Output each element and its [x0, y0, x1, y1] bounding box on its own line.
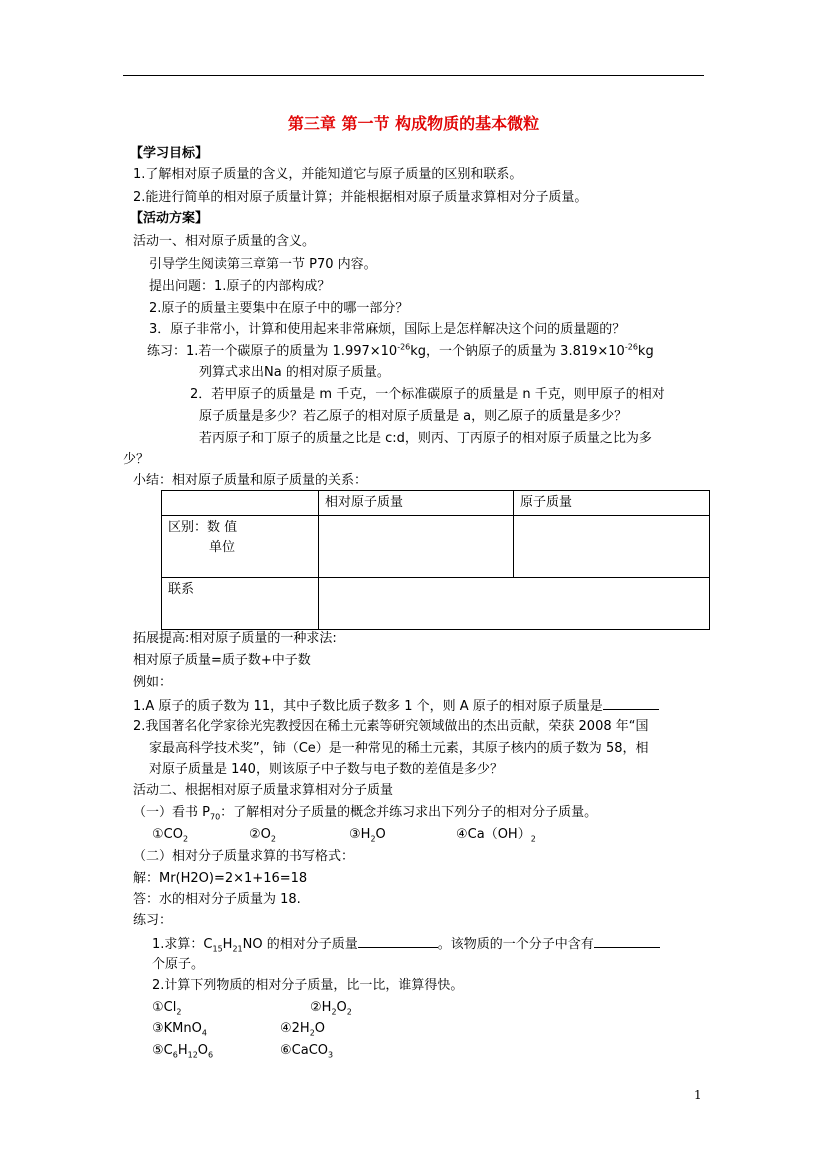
- exercise-2-line1: 2．若甲原子的质量是 m 千克，一个标准碳原子的质量是 n 千克，则甲原子的相对: [190, 387, 665, 402]
- plan-header: 【活动方案】: [130, 211, 209, 226]
- activity-2-title: 活动二、根据相对原子质量求算相对分子质量: [133, 783, 394, 798]
- compound-c6h12o6: $⑤C_6H_{12}O_6$: [152, 1043, 214, 1060]
- question-1: 提出问题：1.原子的内部构成？: [149, 279, 331, 294]
- answer-blank[interactable]: [603, 696, 659, 710]
- summary-text: 小结：相对原子质量和原子质量的关系：: [133, 473, 368, 488]
- formula-text: 相对原子质量=质子数+中子数: [133, 653, 311, 668]
- molecule-caoh2: $④Ca(OH)_2$: [456, 827, 536, 844]
- example-2-line2: 家最高科学技术奖”，铈（Ce）是一种常见的稀土元素，其原子核内的质子数为 58，相: [149, 741, 649, 756]
- compound-kmno4: ③KMnO$_4$: [152, 1021, 207, 1038]
- table-row-label-difference: 区别：数 值 单位: [162, 516, 319, 578]
- table-header-relative-mass: 相对原子质量: [319, 491, 514, 516]
- table-header-atom-mass: 原子质量: [514, 491, 710, 516]
- page-number: 1: [694, 1088, 702, 1102]
- table-row: [162, 516, 710, 578]
- question-3: 3．原子非常小，计算和使用起来非常麻烦，国际上是怎样解决这个问的质量题的？: [149, 322, 626, 337]
- practice-1-line1: 1.求算：$C_{15}H_{21}NO$ 的相对分子质量 。该物质的一个分子中含有: [152, 934, 660, 954]
- exercise-1-line1: 练习：1.若一个碳原子的质量为 $1.997\times 10^{-26}kg$，一个钠原子的质量为 $3.819\times 10^{-26}kg$: [147, 342, 654, 359]
- exercise-1-line2: 列算式求出Na 的相对原子质量。: [199, 365, 390, 380]
- guide-text: 引导学生阅读第三章第一节 P70 内容。: [149, 257, 377, 272]
- exercise-2-line2: 原子质量是多少？若乙原子的相对原子质量是 a，则乙原子的质量是多少？: [199, 409, 628, 424]
- goal-1: 1.了解相对原子质量的含义，并能知道它与原子质量的区别和联系。: [133, 167, 523, 182]
- goals-header: 【学习目标】: [130, 146, 209, 161]
- table-row: [162, 491, 710, 516]
- molecule-h2o: $③H_2O$: [349, 827, 386, 844]
- example-2-line1: 2.我国著名化学家徐光宪教授因在稀土元素等研究领域做出的杰出贡献，荣获 2008 年“国: [133, 719, 649, 734]
- comparison-table: [161, 490, 710, 630]
- goal-2: 2.能进行简单的相对原子质量计算；并能根据相对原子质量求算相对分子质量。: [133, 190, 588, 205]
- answer-blank-atoms[interactable]: [594, 934, 660, 948]
- header-rule: [123, 75, 704, 76]
- molecule-o2: $②O_2$: [249, 827, 276, 844]
- exercise-2-line3: 若丙原子和丁原子的质量之比是 c:d，则丙、丁丙原子的相对原子质量之比为多: [199, 431, 652, 446]
- activity-2-part1: （一）看书 $P_{70}$：了解相对分子质量的概念并练习求出下列分子的相对分子质量。: [133, 805, 598, 822]
- table-row-label-relation: 联系: [162, 578, 319, 630]
- question-2: 2.原子的质量主要集中在原子中的哪一部分？: [149, 301, 409, 316]
- compound-2h2o: $④2H_2O$: [280, 1021, 326, 1038]
- example-label: 例如：: [133, 675, 173, 690]
- exercise-2-line4: 少？: [123, 452, 150, 467]
- answer-blank-mass[interactable]: [358, 934, 438, 948]
- extend-header: 拓展提高:相对原子质量的一种求法:: [133, 631, 337, 646]
- example-2-line3: 对原子质量是 140，则该原子中子数与电子数的差值是多少？: [149, 762, 503, 777]
- compound-h2o2: $②H_2O_2$: [310, 1000, 352, 1017]
- table-row: [162, 578, 710, 630]
- practice-2: 2.计算下列物质的相对分子质量，比一比，谁算得快。: [152, 978, 464, 993]
- example-1: 1.A 原子的质子数为 11，其中子数比质子数多 1 个，则 A 原子的相对原子质量是: [133, 696, 659, 716]
- solution-text: 解：Mr(H2O)=2×1+16=18: [133, 871, 308, 886]
- compound-caco3: ⑥CaCO$_3$: [280, 1043, 334, 1060]
- compound-cl2: $①Cl_2$: [152, 1000, 182, 1017]
- practice-label: 练习：: [133, 913, 173, 928]
- molecule-co2: $①CO_2$: [152, 827, 189, 844]
- activity-2-part2: （二）相对分子质量求算的书写格式：: [133, 849, 355, 864]
- activity-1-title: 活动一、相对原子质量的含义。: [133, 234, 316, 249]
- practice-1-line2: 个原子。: [152, 957, 205, 972]
- page-title: 第三章 第一节 构成物质的基本微粒: [287, 114, 540, 133]
- answer-text: 答：水的相对分子质量为 18.: [133, 892, 301, 907]
